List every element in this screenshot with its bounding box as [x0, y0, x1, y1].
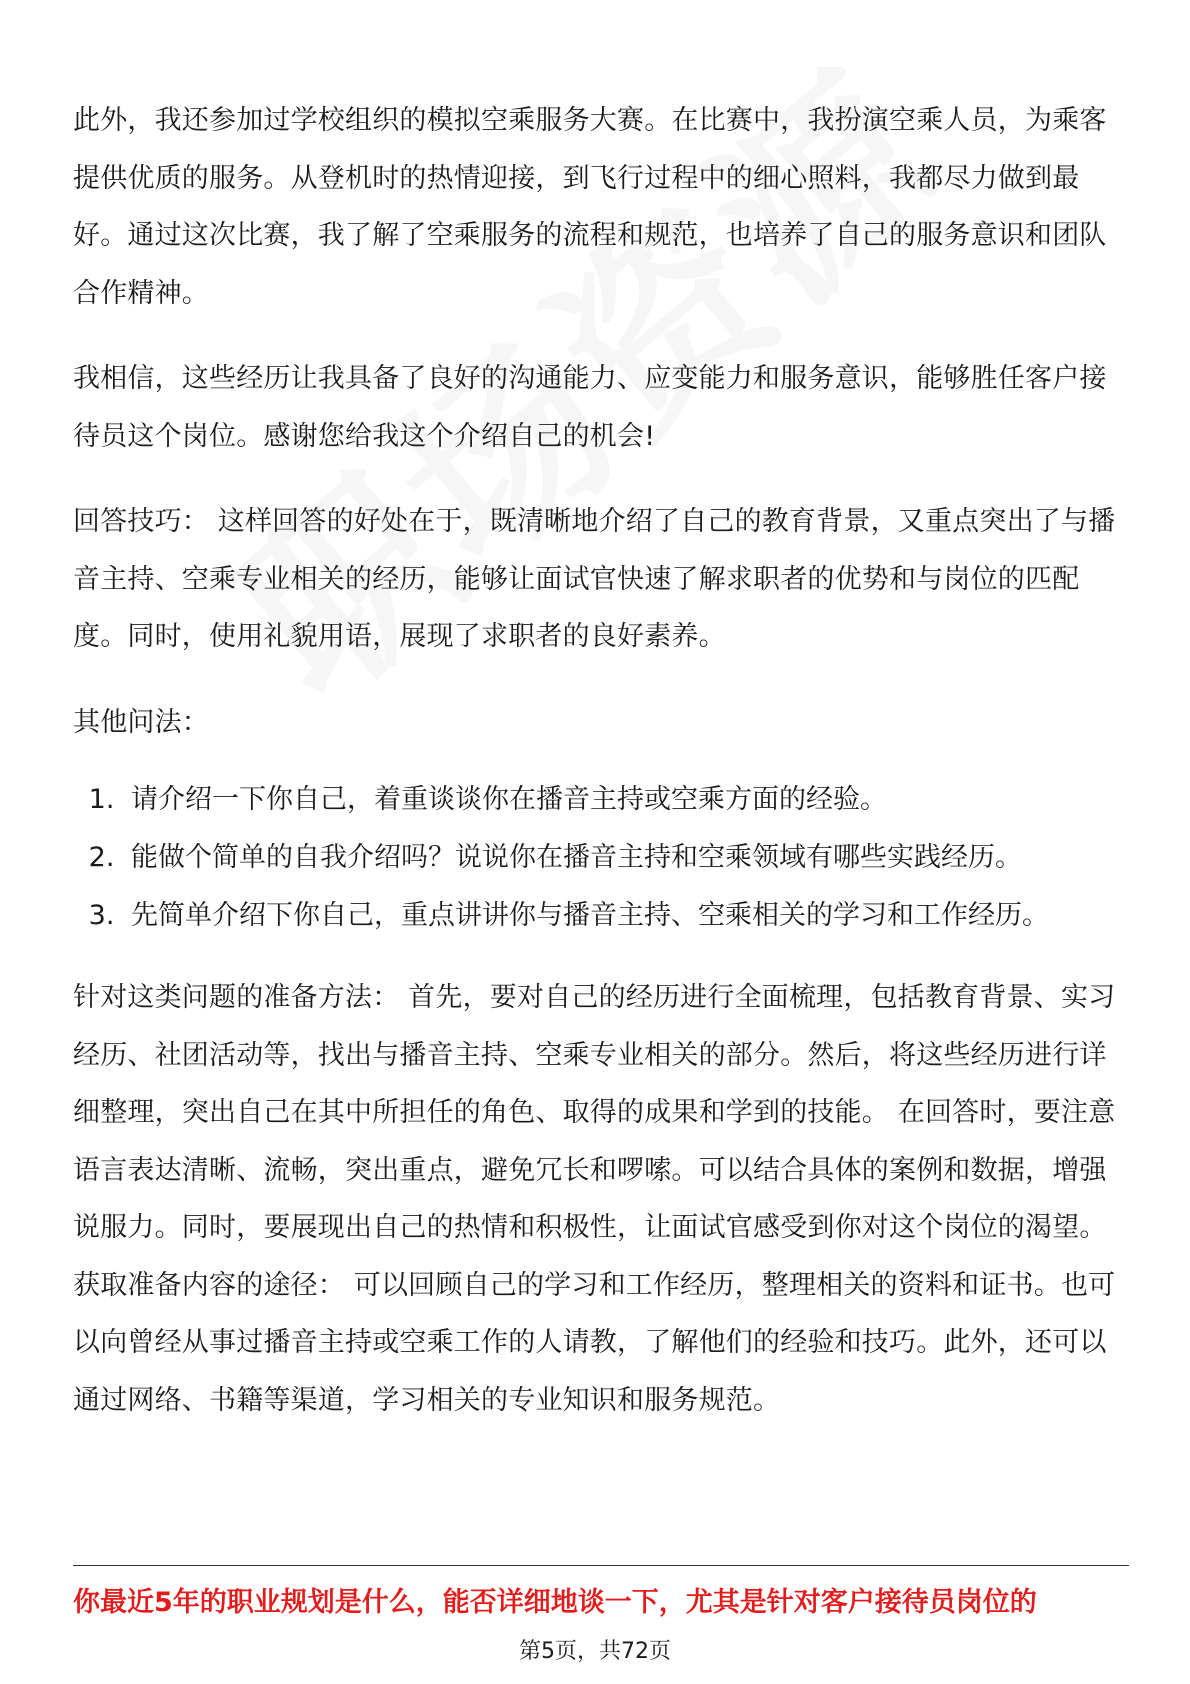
page-number: 第5页，共72页: [519, 1639, 671, 1664]
paragraph-preparation-method: 针对这类问题的准备方法： 首先，要对自己的经历进行全面梳理，包括教育背景、实习经历、社团活动等，找出与播音主持、空乘专业相关的部分。然后，将这些经历进行详细整理，突出自己在其中所担任的角色、取得的成果和学到的技能。 在回答时，要注意语言表达清晰、流畅，突出重点，避免冗长和啰嗦。可以结合具体的案例和数据，增强说服力。同时，要展现出自己的热情和积极性，让面试官感受到你对这个岗位的渴望。 获取准备内容的途径： 可以回顾自己的学习和工作经历，整理相关的资料和证书。也可以向曾经从事过播音主持或空乘工作的人请教，了解他们的经验和技巧。此外，还可以通过网络、书籍等渠道，学习相关的专业知识和服务规范。: [73, 982, 1116, 1416]
list-item: 3. 先简单介绍下你自己，重点讲讲你与播音主持、空乘相关的学习和工作经历。: [123, 887, 1129, 945]
document-body: [73, 92, 1129, 1457]
paragraph-other-questions-heading: 其他问法：: [73, 706, 209, 738]
paragraph-competition: 此外，我还参加过学校组织的模拟空乘服务大赛。在比赛中，我扮演空乘人员，为乘客提供优质的服务。从登机时的热情迎接，到飞行过程中的细心照料，我都尽力做到最好。通过这次比赛，我了解了空乘服务的流程和规范，也培养了自己的服务意识和团队合作精神。: [73, 105, 1107, 309]
paragraph-conclusion: 我相信，这些经历让我具备了良好的沟通能力、应变能力和服务意识，能够胜任客户接待员这个岗位。感谢您给我这个介绍自己的机会!: [73, 363, 1107, 452]
paragraph-answer-tips: 回答技巧： 这样回答的好处在于，既清晰地介绍了自己的教育背景，又重点突出了与播音主持、空乘专业相关的经历，能够让面试官快速了解求职者的优势和与岗位的匹配度。同时，使用礼貌用语，展现了求职者的良好素养。: [73, 506, 1116, 652]
other-questions-list: [73, 771, 1129, 945]
list-item: 2. 能做个简单的自我介绍吗？说说你在播音主持和空乘领域有哪些实践经历。: [123, 829, 1129, 887]
next-question-heading: 你最近5年的职业规划是什么，能否详细地谈一下，尤其是针对客户接待员岗位的: [73, 1587, 1037, 1618]
list-item: 1. 请介绍一下你自己，着重谈谈你在播音主持或空乘方面的经验。: [123, 771, 1129, 829]
divider: [73, 1565, 1129, 1566]
